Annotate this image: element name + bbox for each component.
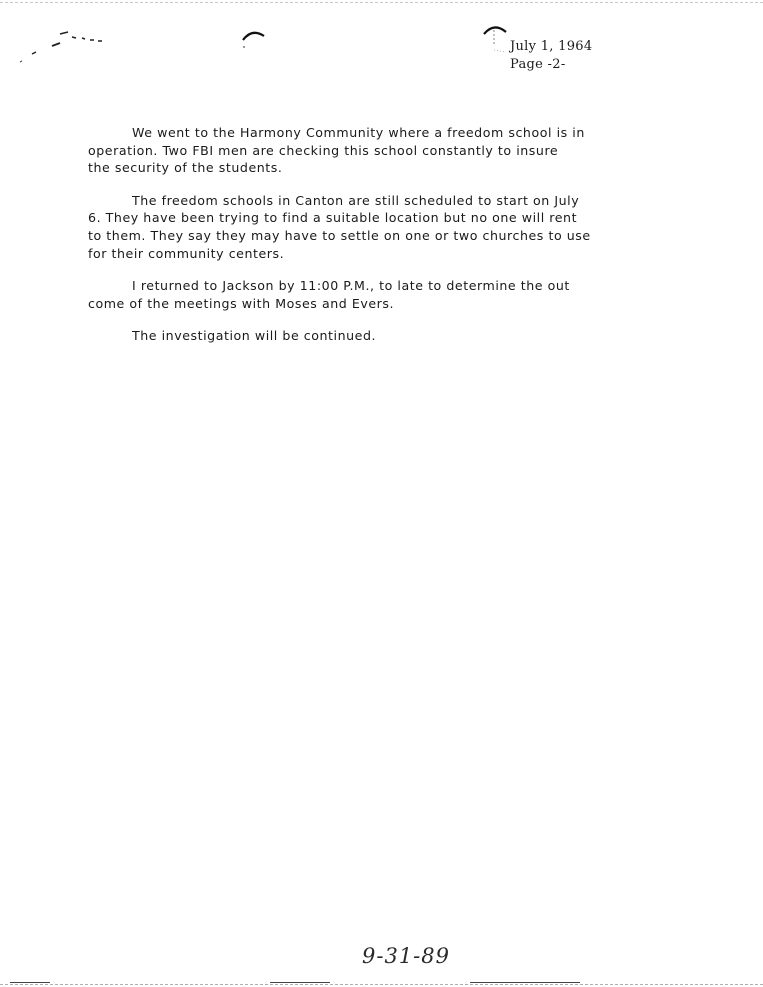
bottom-rule-segment <box>470 982 580 983</box>
paragraph-return-jackson: I returned to Jackson by 11:00 P.M., to late to determine the out come of the meetings with Moses and Evers. <box>88 278 570 311</box>
handwritten-file-number: 9-31-89 <box>362 944 450 968</box>
paragraph-harmony-community: We went to the Harmony Community where a freedom school is in operation. Two FBI men are checking this school constantly to insure the security of the students. <box>88 125 585 176</box>
paragraph-investigation: The investigation will be continued. <box>132 328 377 344</box>
header-date: July 1, 1964 <box>510 39 593 54</box>
letter-body <box>88 124 668 360</box>
top-page-edge <box>0 2 763 3</box>
scan-artifact-marks <box>0 0 763 120</box>
paragraph-canton-schools: The freedom schools in Canton are still scheduled to start on July 6. They have been trying to find a suitable location but no one will rent to them. They say they may have to settle on one or two churches to use for their community centers. <box>88 192 591 261</box>
bottom-rule-segment <box>10 982 50 983</box>
bottom-rule-segment <box>270 982 330 983</box>
letter-header <box>510 38 592 74</box>
bottom-page-edge <box>0 984 763 985</box>
header-page-number: Page -2- <box>510 57 566 72</box>
